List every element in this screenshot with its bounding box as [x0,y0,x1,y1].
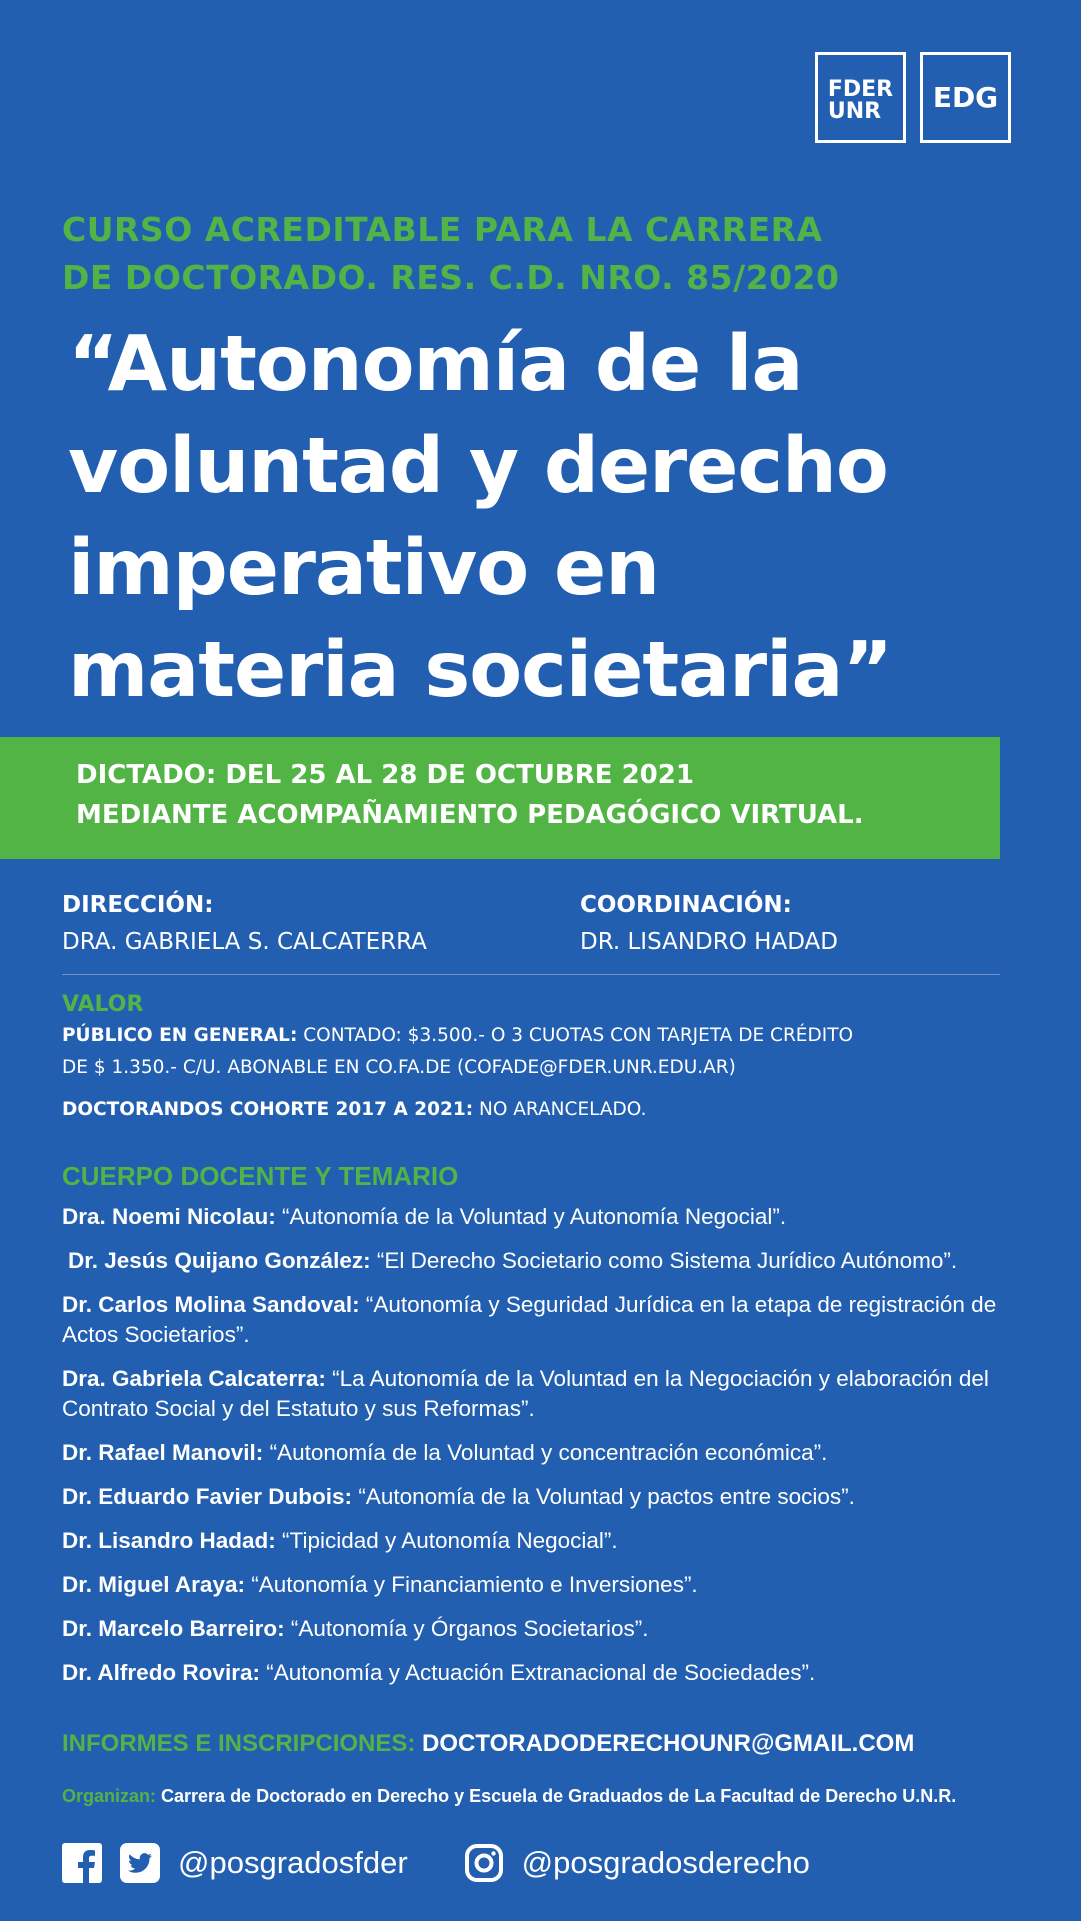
organizan-label: Organizan: [62,1786,157,1806]
title-line-3: imperativo en [68,524,660,613]
docente-topic: “Autonomía y Financiamiento e Inversiones”. [244,1572,698,1597]
instagram-icon[interactable] [464,1843,504,1883]
informes-label: INFORMES E INSCRIPCIONES: [62,1730,416,1757]
title-line-1: “Autonomía de la [68,320,803,409]
course-title [68,314,1028,722]
list-item [62,1658,1052,1688]
list-item [62,1202,1052,1232]
doctorandos-text: NO ARANCELADO. [473,1099,647,1120]
list-item [62,1482,1052,1512]
list-item [62,1570,1052,1600]
docente-name: Dr. Carlos Molina Sandoval: [62,1292,360,1317]
dictado-dates: DEL 25 AL 28 DE OCTUBRE 2021 [216,760,694,790]
valor-heading: VALOR [62,992,144,1017]
title-line-4: materia societaria” [68,626,893,715]
coordinacion-label: COORDINACIÓN: [580,892,792,918]
docente-topic: “Autonomía y Órganos Societarios”. [284,1616,649,1641]
publico-text-1: CONTADO: $3.500.- O 3 CUOTAS CON TARJETA DE CRÉDITO [297,1025,854,1046]
edg-logo: EDG [920,52,1011,143]
docente-name: Dr. Alfredo Rovira: [62,1660,260,1685]
social-handle-1[interactable]: @posgradosfder [178,1845,408,1880]
organizan-line [62,1786,956,1807]
informes-line [62,1730,914,1758]
organizan-text: Carrera de Doctorado en Derecho y Escuela de Graduados de La Facultad de Derecho U.N.R. [156,1786,957,1806]
fder-logo-line1: FDER [827,76,894,102]
informes-email-link[interactable]: DOCTORADODERECHOUNR@GMAIL.COM [415,1730,915,1757]
list-item [62,1526,1052,1556]
doctorandos-line [62,1094,1032,1126]
list-item [62,1438,1052,1468]
docente-name: Dr. Eduardo Favier Dubois: [62,1484,353,1509]
docente-name: Dr. Lisandro Hadad: [62,1528,276,1553]
docente-topic: “La Autonomía de la Voluntad en la Negociación y elaboración del Contrato Social y del Estatuto y sus Reformas”. [62,1366,989,1421]
list-item [62,1364,1052,1424]
docente-topic: “El Derecho Societario como Sistema Jurídico Autónomo”. [370,1248,958,1273]
docente-topic: “Tipicidad y Autonomía Negocial”. [275,1528,618,1553]
doctorandos-label: DOCTORANDOS COHORTE 2017 A 2021: [62,1099,474,1120]
docente-name: Dr. Miguel Araya: [62,1572,245,1597]
social-bar [62,1843,810,1883]
header-line-2: DE DOCTORADO. RES. C.D. NRO. 85/2020 [62,258,840,297]
dictado-info [76,755,864,835]
publico-line-1 [62,1020,1032,1052]
cuerpo-docente-section [62,1156,1052,1702]
list-item [62,1290,1052,1350]
docente-name: Dr. Marcelo Barreiro: [62,1616,285,1641]
dictado-mode: MEDIANTE ACOMPAÑAMIENTO PEDAGÓGICO VIRTUAL. [76,800,864,830]
logo-group [815,52,1011,143]
list-item [62,1246,1052,1276]
docente-topic: “Autonomía de la Voluntad y pactos entre socios”. [352,1484,855,1509]
title-line-2: voluntad y derecho [68,422,888,511]
twitter-icon[interactable] [120,1843,160,1883]
coordinacion-block [580,890,838,964]
docente-name: Dra. Gabriela Calcaterra: [62,1366,326,1391]
cuerpo-heading: CUERPO DOCENTE Y TEMARIO [62,1161,459,1191]
list-item [62,1614,1052,1644]
publico-text-2: DE $ 1.350.- C/U. ABONABLE EN CO.FA.DE (COFADE@FDER.UNR.EDU.AR) [62,1057,736,1078]
section-divider [62,974,1000,975]
docente-name: Dr. Jesús Quijano González: [68,1248,371,1273]
direccion-block [62,890,427,964]
header-line-1: CURSO ACREDITABLE PARA LA CARRERA [62,210,823,249]
fder-logo-line2: UNR [827,98,882,124]
docente-topic: “Autonomía y Seguridad Jurídica en la etapa de registración de Actos Societarios”. [62,1292,997,1347]
direccion-name: DRA. GABRIELA S. CALCATERRA [62,929,427,955]
accreditation-header [62,206,962,302]
docente-topic: “Autonomía de la Voluntad y concentración económica”. [263,1440,828,1465]
facebook-icon[interactable] [62,1843,102,1883]
publico-label: PÚBLICO EN GENERAL: [62,1025,298,1046]
valor-section [62,990,1032,1126]
docente-name: Dra. Noemi Nicolau: [62,1204,276,1229]
docente-topic: “Autonomía y Actuación Extranacional de Sociedades”. [259,1660,816,1685]
docente-name: Dr. Rafael Manovil: [62,1440,264,1465]
coordinacion-name: DR. LISANDRO HADAD [580,929,838,955]
docente-topic: “Autonomía de la Voluntad y Autonomía Negocial”. [275,1204,787,1229]
social-handle-2[interactable]: @posgradosderecho [521,1845,810,1880]
direccion-label: DIRECCIÓN: [62,892,214,918]
fder-unr-logo [815,52,906,143]
dictado-label: DICTADO: [76,760,217,790]
